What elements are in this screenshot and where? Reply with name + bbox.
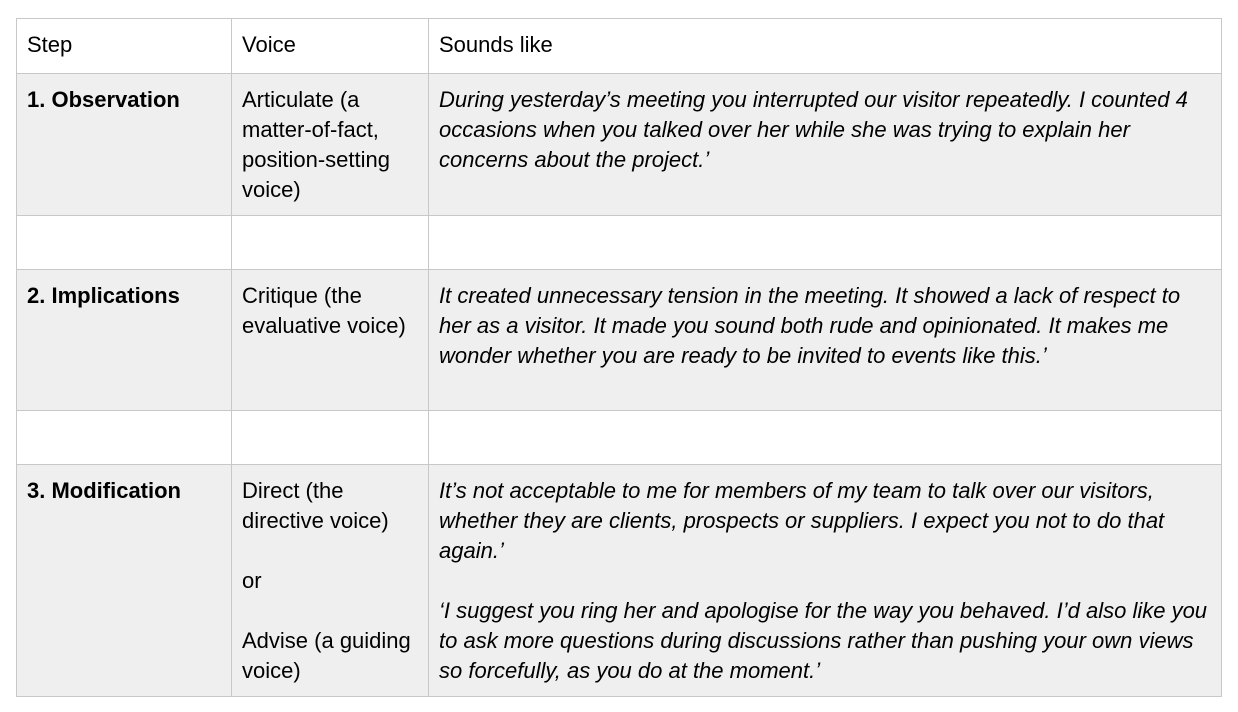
empty-cell (232, 216, 429, 270)
step-label: 1. Observation (27, 87, 180, 112)
voice-text: Advise (a guiding voice) (242, 628, 411, 683)
feedback-steps-table (16, 18, 1222, 697)
step-label: 2. Implications (27, 283, 180, 308)
table-row-implications (17, 270, 1222, 411)
table-row-observation (17, 74, 1222, 216)
voice-text: Critique (the evaluative voice) (242, 283, 406, 338)
step-cell (17, 465, 232, 697)
voice-cell (232, 270, 429, 411)
step-cell (17, 270, 232, 411)
step-cell (17, 74, 232, 216)
sounds-like-cell (429, 465, 1222, 697)
voice-text: Articulate (a matter-of-fact, position-setting voice) (242, 87, 390, 202)
table-row-modification (17, 465, 1222, 697)
header-voice: Voice (232, 19, 429, 74)
sounds-like-text: It’s not acceptable to me for members of my team to talk over our visitors, whether they are clients, prospects or suppliers. I expect you not to do that again.’ (439, 478, 1165, 563)
table-spacer-row (17, 411, 1222, 465)
table-spacer-row (17, 216, 1222, 270)
empty-cell (232, 411, 429, 465)
sounds-like-cell (429, 270, 1222, 411)
sounds-like-text: ‘I suggest you ring her and apologise for the way you behaved. I’d also like you to ask more questions during discussions rather than pushing your own views so forcefully, as you do at the moment.’ (439, 598, 1208, 683)
voice-text: Direct (the directive voice) (242, 478, 389, 533)
sounds-like-text: It created unnecessary tension in the meeting. It showed a lack of respect to her as a visitor. It made you sound both rude and opinionated. It makes me wonder whether you are ready to be invited to events like this.’ (439, 283, 1181, 368)
empty-cell (17, 216, 232, 270)
header-step: Step (17, 19, 232, 74)
table-header-row (17, 19, 1222, 74)
empty-cell (17, 411, 232, 465)
voice-cell (232, 465, 429, 697)
voice-cell (232, 74, 429, 216)
voice-text: or (242, 568, 262, 593)
sounds-like-cell (429, 74, 1222, 216)
sounds-like-text: During yesterday’s meeting you interrupted our visitor repeatedly. I counted 4 occasions when you talked over her while she was trying to explain her concerns about the project.’ (439, 87, 1188, 172)
step-label: 3. Modification (27, 478, 181, 503)
header-sounds-like: Sounds like (429, 19, 1222, 74)
empty-cell (429, 216, 1222, 270)
empty-cell (429, 411, 1222, 465)
